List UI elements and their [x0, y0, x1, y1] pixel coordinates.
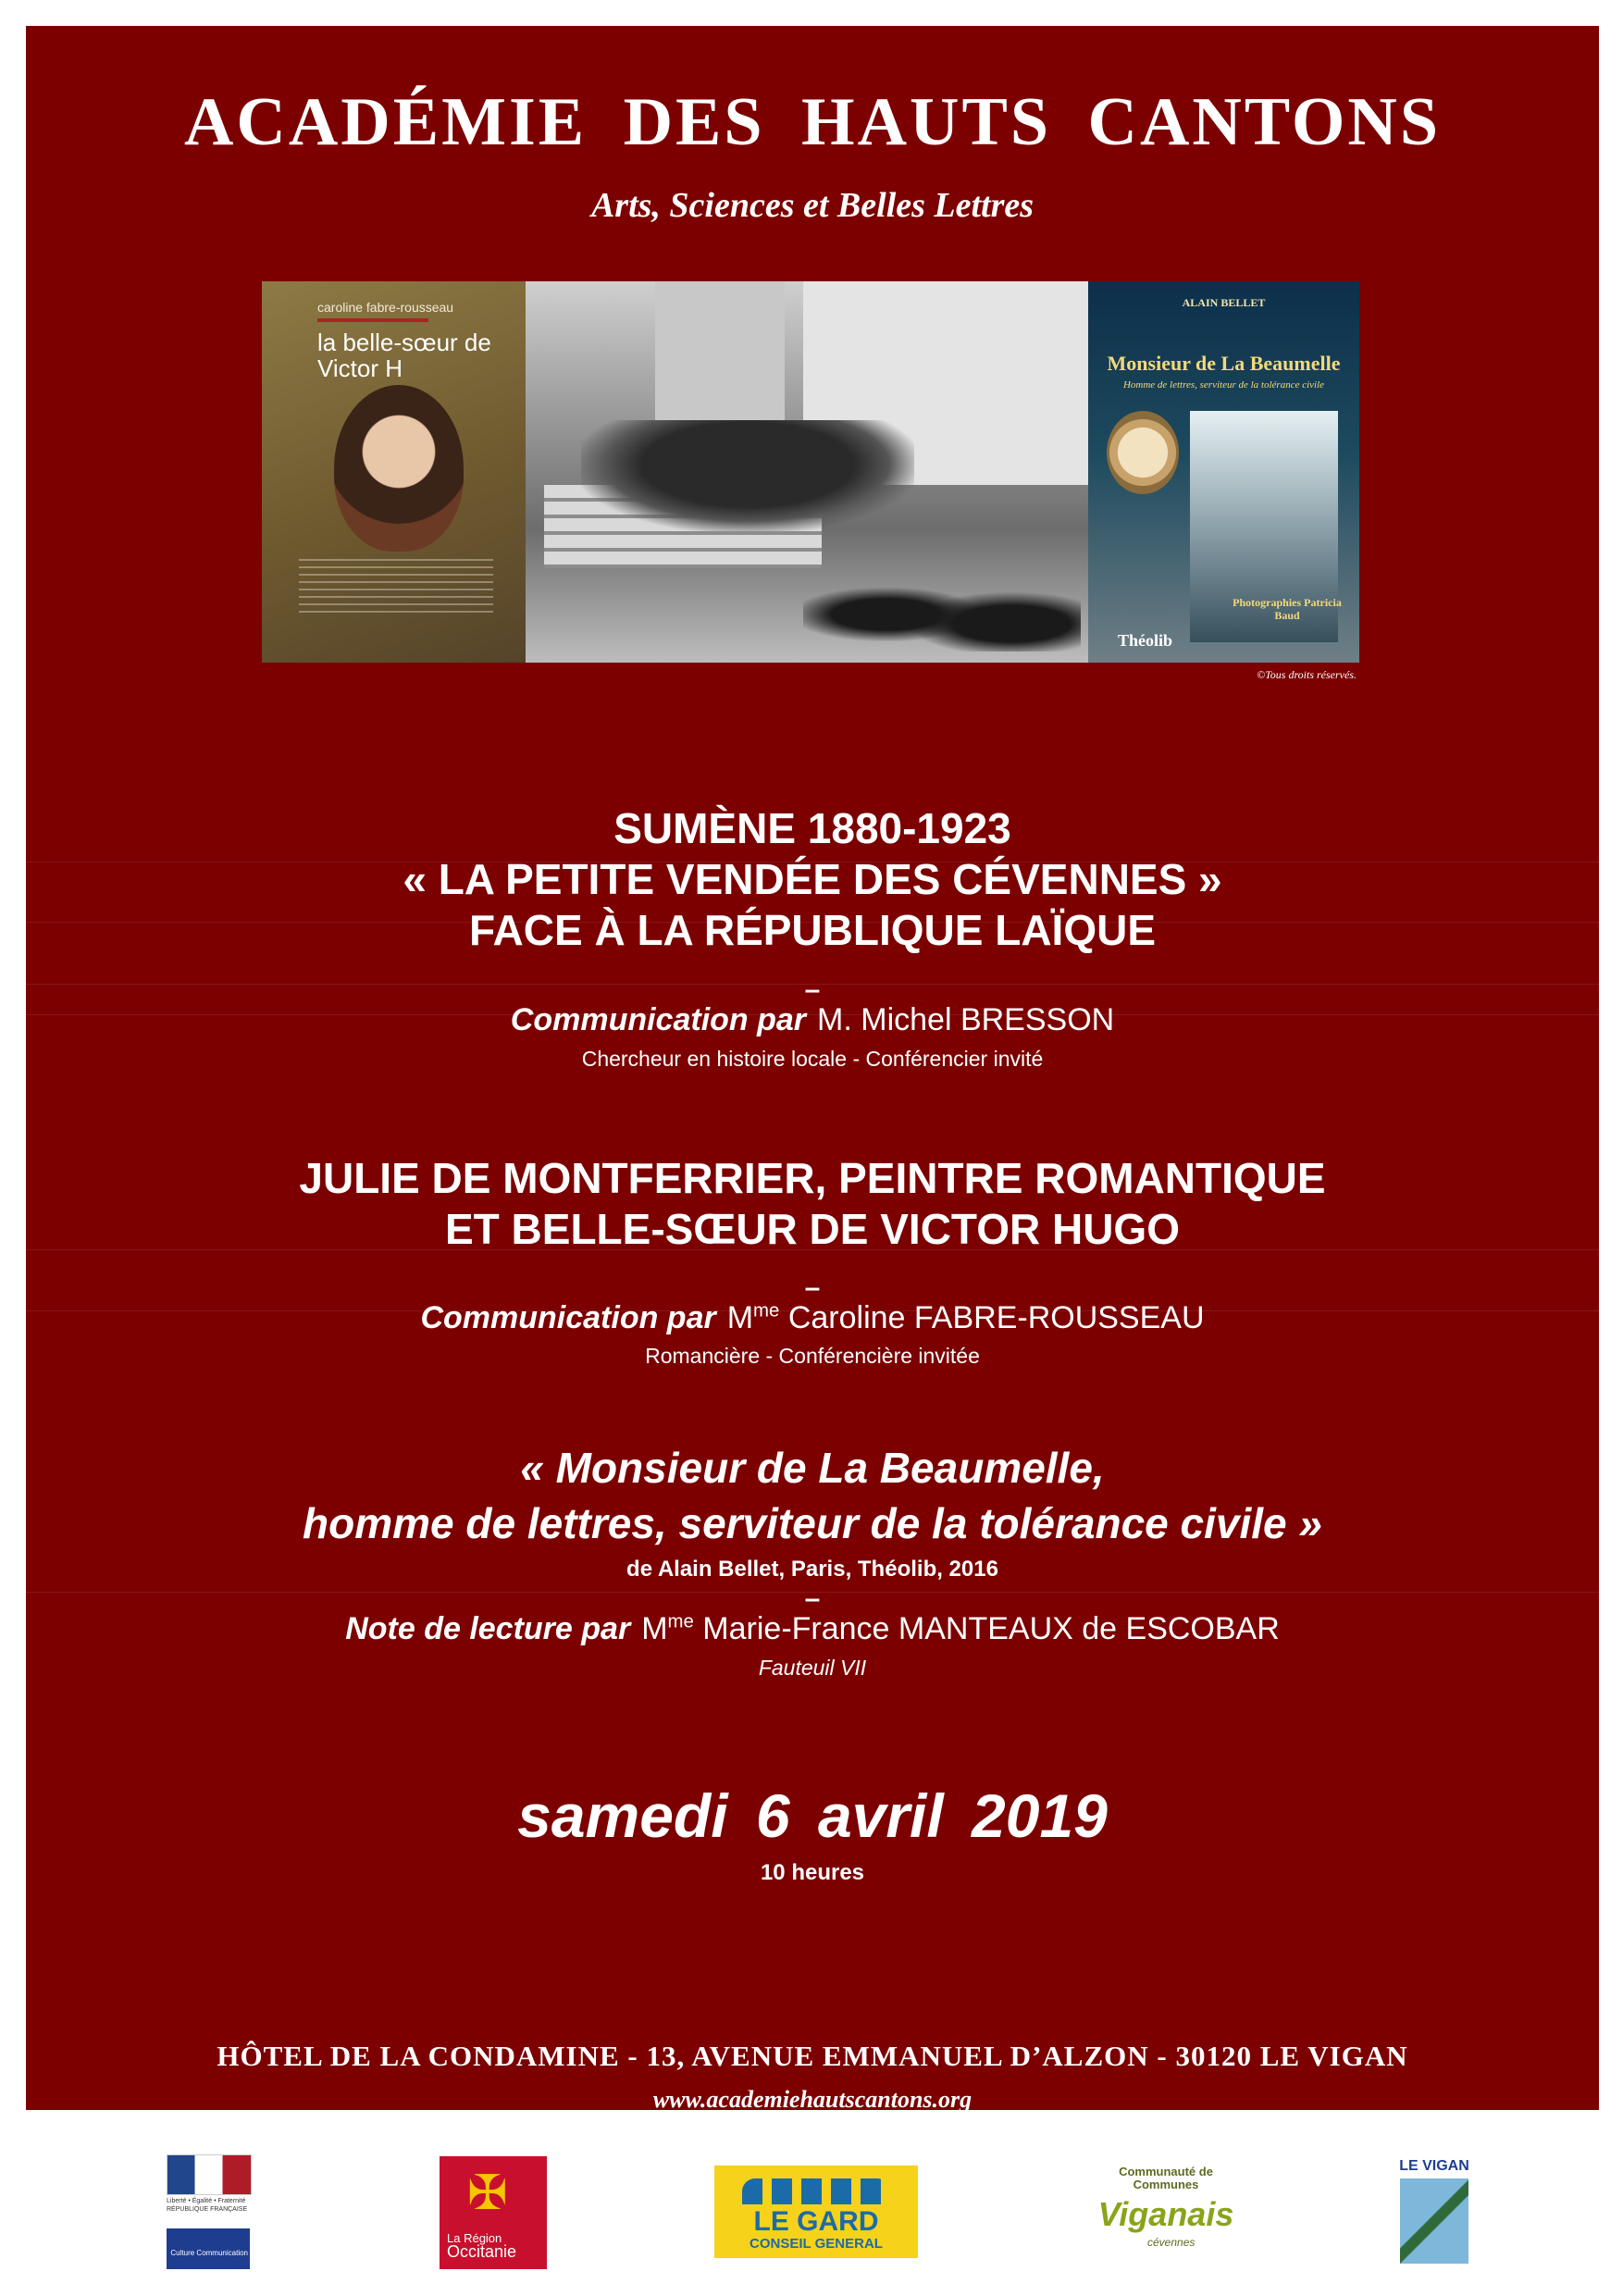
communication-label: Communication par: [420, 1300, 716, 1335]
le-vigan-logo: [1393, 2158, 1476, 2269]
book-cover-belle-soeur: [262, 281, 526, 663]
talk1-title-line: « LA PETITE VENDÉE DES CÉVENNES »: [403, 855, 1222, 903]
communication-label: Communication par: [510, 1002, 807, 1037]
talk1-communication: [26, 1001, 1599, 1038]
talk3-role: Fauteuil VII: [758, 1656, 867, 1680]
event-time: 10 heures: [760, 1860, 865, 1885]
vig-cc: Communauté de Communes: [1119, 2165, 1213, 2191]
talk2-communication: [26, 1299, 1599, 1336]
academy-title: ACADÉMIE DES HAUTS CANTONS: [183, 84, 1442, 160]
book2-author: ALAIN BELLET: [1182, 296, 1266, 309]
vig-cevennes: cévennes: [1147, 2236, 1196, 2249]
copyright-note: ©Tous droits réservés.: [1257, 668, 1357, 681]
talk3-speaker-name: Marie-France MANTEAUX de ESCOBAR: [702, 1611, 1280, 1646]
talk1-dash: –: [804, 974, 821, 1005]
book1-title: la belle-sœur de Victor H: [317, 329, 491, 382]
rf-culture-label: Culture Communication: [167, 2228, 250, 2269]
le-gard-logo: [714, 2166, 918, 2258]
book1-portrait: [334, 385, 464, 552]
talk2-speaker-prefix: M: [726, 1300, 754, 1335]
vig-name: Viganais: [1097, 2195, 1234, 2233]
academy-subtitle: Arts, Sciences et Belles Lettres: [590, 186, 1035, 225]
talk2-title-line: ET BELLE-SŒUR DE VICTOR HUGO: [445, 1205, 1180, 1253]
talk3-title-line: « Monsieur de La Beaumelle,: [520, 1444, 1105, 1492]
talk3-dash: –: [804, 1583, 821, 1614]
talk1-speaker: M. Michel BRESSON: [817, 1002, 1115, 1037]
book2-publisher: Théolib: [1118, 631, 1173, 650]
republique-francaise-logo: [167, 2154, 250, 2271]
talk2-dash: –: [804, 1272, 821, 1303]
talk2-role: Romancière - Conférencière invitée: [645, 1344, 980, 1368]
book2-photo-credit: Photographies Patricia Baud: [1233, 596, 1342, 622]
talk3-speaker-prefix: M: [641, 1611, 668, 1646]
occitanie-text: [447, 2231, 517, 2261]
talk3-reference: de Alain Bellet, Paris, Théolib, 2016: [626, 1557, 998, 1582]
note-label: Note de lecture par: [345, 1611, 631, 1646]
marianne-flag-icon: [167, 2154, 252, 2195]
talk3-note: [26, 1610, 1599, 1647]
talk1-role: Chercheur en histoire locale - Conférencier invité: [581, 1047, 1044, 1071]
gard-name: LE GARD: [753, 2206, 879, 2237]
book-cover-beaumelle: [1088, 281, 1359, 663]
occitan-cross-icon: ✠: [467, 2166, 508, 2220]
pays-viganais-logo: [1092, 2162, 1240, 2264]
book1-back-text: [299, 559, 493, 614]
gard-bells-icon: [742, 2178, 890, 2204]
occitanie-prefix: La Région: [447, 2231, 502, 2245]
occitanie-name: Occitanie: [447, 2242, 517, 2261]
photo-foreground-crowd: [803, 559, 1081, 652]
le-vigan-emblem-icon: [1400, 2178, 1468, 2264]
venue-address: HÔTEL DE LA CONDAMINE - 13, AVENUE EMMANUEL D’ALZON - 30120 LE VIGAN: [217, 2040, 1408, 2072]
gard-sub: CONSEIL GENERAL: [750, 2236, 883, 2252]
talk1-title-line: SUMÈNE 1880-1923: [613, 804, 1011, 852]
talk2-speaker-name: Caroline FABRE-ROUSSEAU: [787, 1300, 1205, 1335]
talk2-title-line: JULIE DE MONTFERRIER, PEINTRE ROMANTIQUE: [299, 1154, 1326, 1202]
book1-author: caroline fabre-rousseau: [317, 300, 454, 315]
rf-text: Liberté • Égalité • Fraternité RÉPUBLIQUE FRANÇAISE: [167, 2198, 248, 2213]
talk3-speaker-sup: me: [667, 1611, 694, 1632]
book2-title: Monsieur de La Beaumelle: [1107, 352, 1341, 375]
talk2-speaker-sup: me: [753, 1300, 780, 1322]
talk1-title: [26, 803, 1599, 956]
talk3-title: [26, 1440, 1599, 1551]
talk2-title: [26, 1153, 1599, 1255]
historic-photo: [526, 281, 1088, 663]
partner-logos: [0, 2128, 1623, 2296]
le-vigan-name: LE VIGAN: [1399, 2158, 1469, 2174]
book2-medallion: [1107, 411, 1179, 494]
poster: [26, 26, 1599, 2113]
header-images: [262, 281, 1359, 663]
book2-subtitle: Homme de lettres, serviteur de la tolérance civile: [1122, 379, 1325, 391]
photo-crowd: [581, 420, 914, 531]
talk1-title-line: FACE À LA RÉPUBLIQUE LAÏQUE: [469, 906, 1156, 954]
event-date: samedi 6 avril 2019: [517, 1781, 1108, 1850]
website-link[interactable]: www.academiehautscantons.org: [652, 2086, 973, 2113]
talk3-title-line: homme de lettres, serviteur de la tolérance civile »: [303, 1499, 1322, 1547]
book1-red-bar: [317, 318, 428, 322]
occitanie-logo: [440, 2156, 547, 2269]
